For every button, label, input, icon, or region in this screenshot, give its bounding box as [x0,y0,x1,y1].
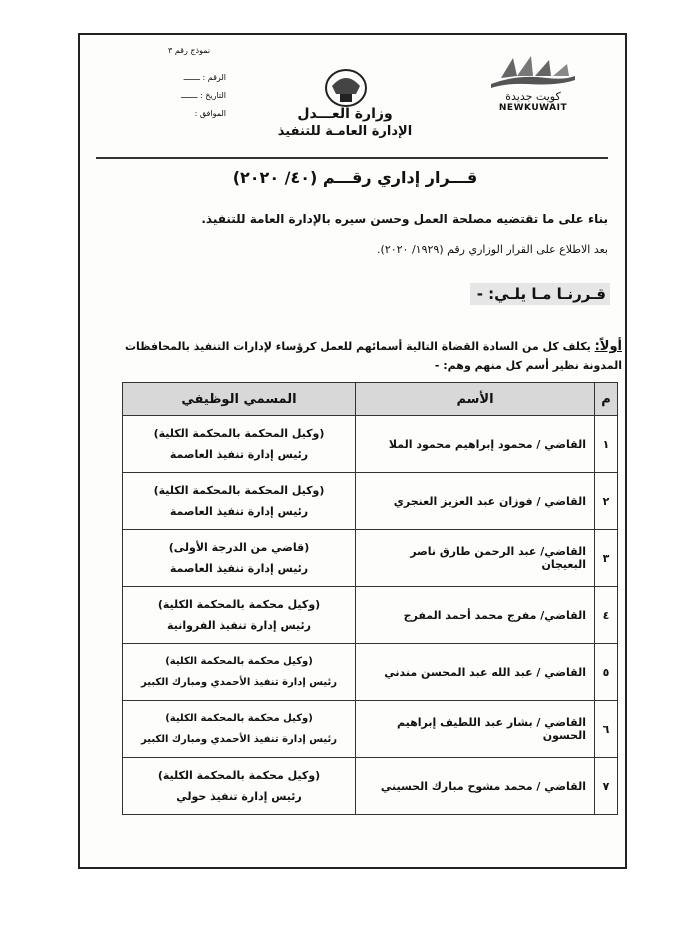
job-rank: (وكيل المحكمة بالمحكمة الكلية) [153,484,325,497]
first-clause-label: أولاً: [594,339,622,354]
job-post: رئيس إدارة تنفيذ الفروانية [167,619,311,632]
reference-fields [166,69,226,123]
table-row [123,587,618,644]
judge-name: القاضي/ عبد الرحمن طارق ناصر البعيجان [356,530,595,587]
row-number: ٢ [595,473,618,530]
intro-line-1: بناء على ما تقتضيه مصلحة العمل وحسن سيره بالإدارة العامة للتنفيذ. [201,212,608,226]
job-rank: (وكيل المحكمة بالمحكمة الكلية) [153,427,325,440]
judge-name: القاضي / محمد مشوح مبارك الحسيني [356,758,595,815]
kuwait-emblem-icon [322,66,370,110]
logo-english-text: NEWKUWAIT [498,103,568,113]
judges-table [122,382,618,815]
row-number: ٣ [595,530,618,587]
job-post: رئيس إدارة تنفيذ الأحمدي ومبارك الكبير [141,677,337,688]
table-row [123,473,618,530]
row-number: ٦ [595,701,618,758]
job-rank: (وكيل محكمة بالمحكمة الكلية) [165,656,313,667]
job-post: رئيس إدارة تنفيذ الأحمدي ومبارك الكبير [141,734,337,745]
job-rank: (وكيل محكمة بالمحكمة الكلية) [165,713,313,724]
job-title-cell [123,473,356,530]
job-post: رئيس إدارة تنفيذ العاصمة [169,562,309,575]
first-clause-text: يكلف كل من السادة القضاة التالية أسمائهم للعمل كرؤساء لإدارات التنفيذ بالمحافظات المدونة نظير أسم كل منهم وهم: - [124,340,622,372]
table-row [123,701,618,758]
table-row [123,758,618,815]
job-rank: (قاضي من الدرجة الأولى) [168,541,310,554]
job-rank: (وكيل محكمة بالمحكمة الكلية) [157,598,321,611]
table-header-row [123,383,618,416]
judge-name: القاضي / عبد الله عبد المحسن مندني [356,644,595,701]
job-title-cell [123,530,356,587]
first-clause [90,337,622,375]
header-number: م [595,383,618,416]
row-number: ١ [595,416,618,473]
judge-name: القاضي/ مفرج محمد أحمد المفرج [356,587,595,644]
row-number: ٧ [595,758,618,815]
header-name: الأسم [356,383,595,416]
reference-corresponding-field: الموافق : [194,109,226,118]
job-title-cell [123,587,356,644]
table-row [123,644,618,701]
table-row [123,530,618,587]
reference-date-field: التاريخ : ـــــــ [181,91,226,100]
header-job-title: المسمي الوظيفي [123,383,356,416]
logo-arabic-text: كويت جديدة [505,90,561,103]
decision-title: قـــرار إداري رقـــم (٤٠/ ٢٠٢٠) [232,168,478,187]
row-number: ٥ [595,644,618,701]
job-post: رئيس إدارة تنفيذ حولي [176,790,302,803]
ministry-name: وزارة العـــدل [297,106,393,122]
job-title-cell [123,644,356,701]
department-name: الإدارة العامـة للتنفيذ [277,124,413,139]
judge-name: القاضي / بشار عبد اللطيف إبراهيم الحسون [356,701,595,758]
job-post: رئيس إدارة تنفيذ العاصمة [169,448,309,461]
job-rank: (وكيل محكمة بالمحكمة الكلية) [157,769,321,782]
job-title-cell [123,701,356,758]
header-divider [96,157,608,159]
reference-number-field: الرقم : ـــــــ [183,73,226,82]
new-kuwait-logo [478,54,588,132]
decided-heading: قـررنـا مـا يلـي: - [470,283,610,305]
judge-name: القاضي / فوزان عبد العزيز العنجري [356,473,595,530]
row-number: ٤ [595,587,618,644]
ministry-header [270,106,420,139]
form-number: نموذج رقم ٣ [168,46,211,55]
table-row [123,416,618,473]
job-title-cell [123,416,356,473]
job-title-cell [123,758,356,815]
judge-name: القاضي / محمود إبراهيم محمود الملا [356,416,595,473]
job-post: رئيس إدارة تنفيذ العاصمة [169,505,309,518]
new-kuwait-emblem-icon [487,54,579,88]
intro-line-2: بعد الاطلاع على القرار الوزاري رقم (١٩٢٩/ ٢٠٢٠). [377,243,608,256]
